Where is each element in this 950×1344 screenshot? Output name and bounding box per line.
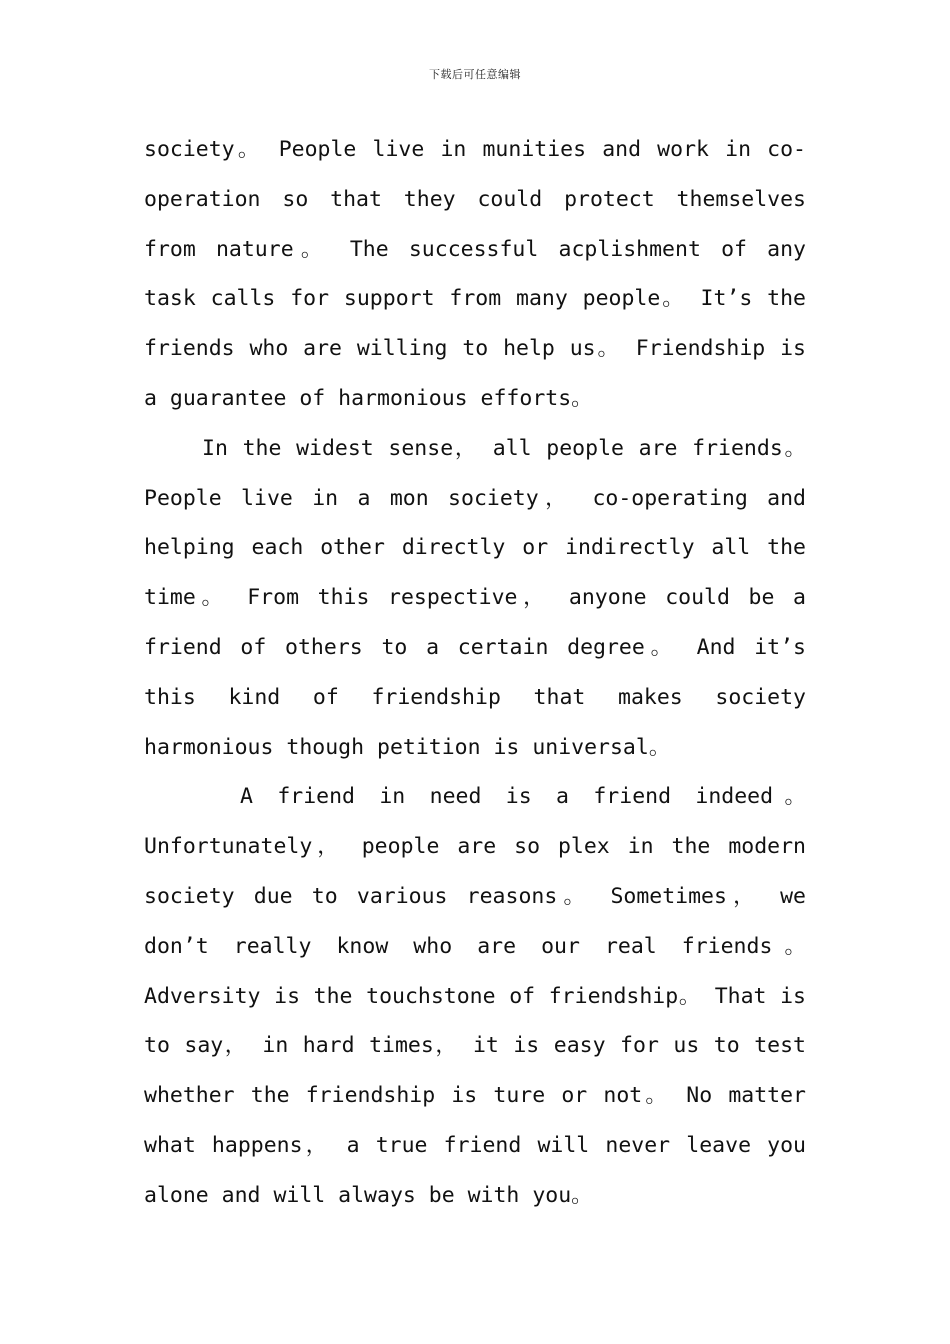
text-line: society due to various reasons。 Sometimes， we xyxy=(144,883,806,909)
text-line: a guarantee of harmonious efforts。 xyxy=(144,385,593,411)
page-header: 下载后可任意编辑 xyxy=(429,68,521,81)
text-line: operation so that they could protect themselves xyxy=(144,186,806,212)
text-line: to say， in hard times， it is easy for us to test xyxy=(144,1033,806,1059)
text-line: alone and will always be with you。 xyxy=(144,1182,593,1208)
document-body xyxy=(144,125,806,1221)
text-line: friends who are willing to help us。 Friendship is xyxy=(144,336,806,362)
text-line: this kind of friendship that makes society xyxy=(144,684,806,710)
paragraph-friend-in-need xyxy=(144,772,806,1220)
text-line: what happens， a true friend will never leave you xyxy=(144,1132,806,1158)
text-line: People live in a mon society， co-operating and xyxy=(144,485,806,511)
text-line: don’t really know who are our real friends。 xyxy=(144,933,806,959)
text-line: from nature。 The successful acplishment of any xyxy=(144,236,806,262)
text-line: Adversity is the touchstone of friendship。 That is xyxy=(144,983,806,1009)
paragraph-widest-sense xyxy=(144,424,806,773)
text-line: society。 People live in munities and work in co- xyxy=(144,137,806,162)
text-line: helping each other directly or indirectly all the xyxy=(144,535,806,561)
paragraph-society xyxy=(144,125,806,424)
text-line: whether the friendship is ture or not。 No matter xyxy=(144,1083,806,1109)
text-line: time。 From this respective， anyone could be a xyxy=(144,585,806,611)
text-line: task calls for support from many people。 It’s the xyxy=(144,286,806,312)
text-line: Unfortunately， people are so plex in the modern xyxy=(144,834,806,860)
text-line: friend of others to a certain degree。 And it’s xyxy=(144,634,806,660)
text-line: harmonious though petition is universal。 xyxy=(144,734,671,760)
text-line: A friend in need is a friend indeed。 xyxy=(240,784,806,810)
text-line: In the widest sense， all people are friends。 xyxy=(202,435,806,461)
